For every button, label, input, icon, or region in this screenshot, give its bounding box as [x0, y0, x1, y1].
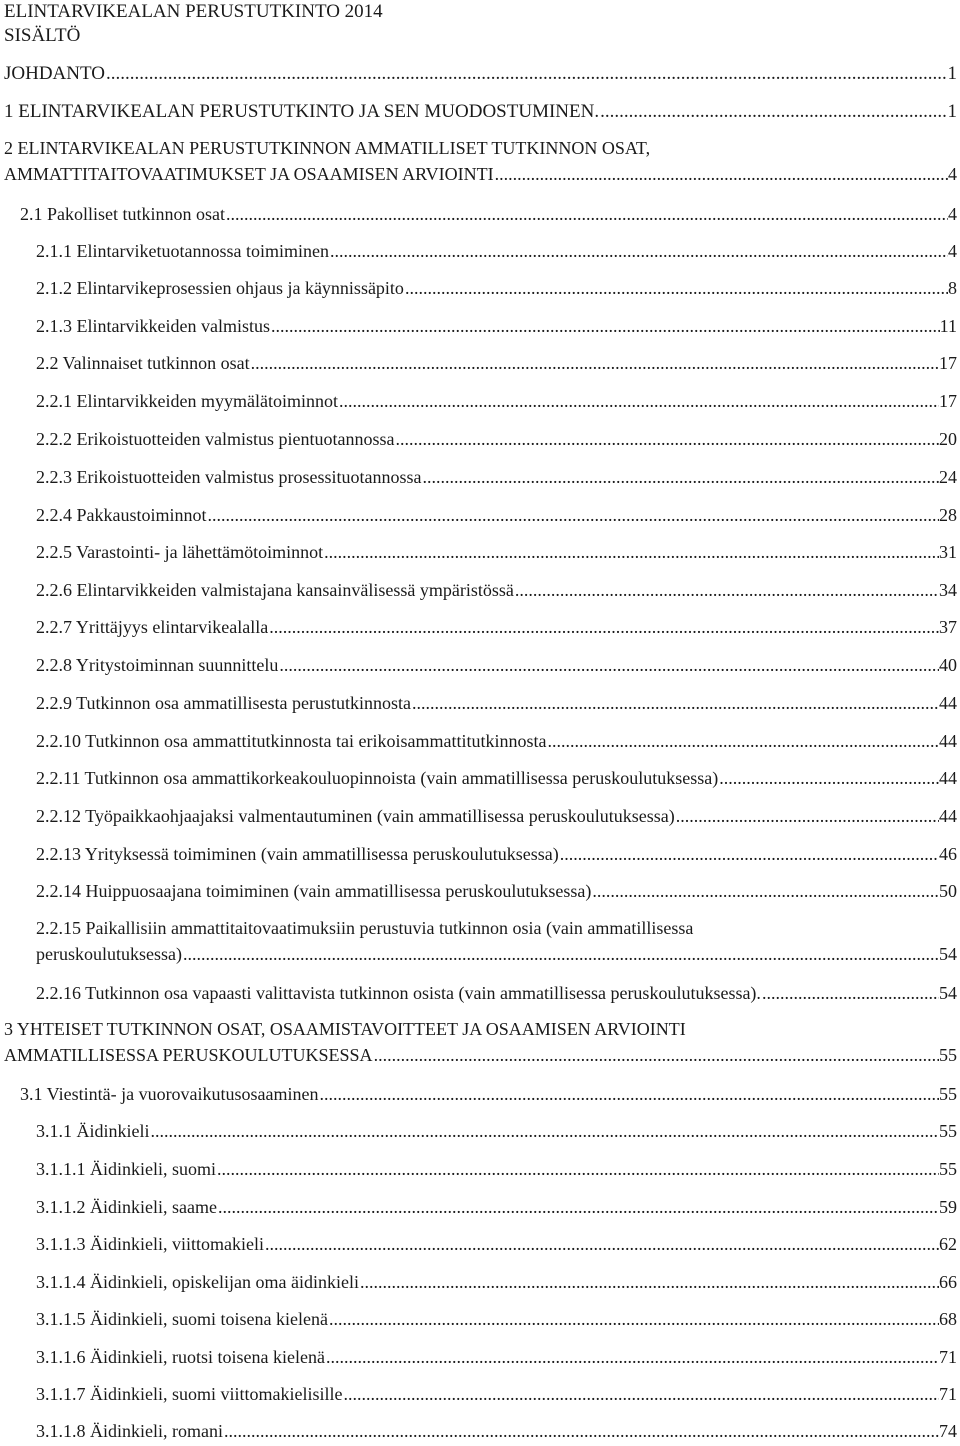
toc-entry[interactable]	[36, 1119, 957, 1143]
toc-entry-title-line2: AMMATTITAITOVAATIMUKSET JA OSAAMISEN ARVIOINTI	[4, 164, 494, 184]
toc-entry[interactable]	[36, 981, 957, 1005]
toc-entry-title: 3.1.1.4 Äidinkieli, opiskelijan oma äidinkieli	[36, 1272, 359, 1292]
toc-entry[interactable]	[36, 1270, 957, 1294]
toc-entry[interactable]	[36, 1345, 957, 1369]
toc-entry[interactable]	[36, 766, 957, 790]
toc-entry[interactable]	[36, 804, 957, 828]
toc-entry[interactable]	[4, 100, 957, 124]
toc-leader	[342, 1382, 939, 1406]
toc-leader	[323, 540, 939, 564]
toc-entry[interactable]	[36, 1307, 957, 1331]
toc-page-number: 54	[939, 944, 957, 964]
toc-entry[interactable]	[4, 62, 957, 86]
toc-page-number: 44	[939, 806, 957, 826]
toc-page-number: 55	[939, 1045, 957, 1065]
toc-leader	[718, 766, 939, 790]
toc-leader	[105, 62, 948, 86]
toc-entry-title: 2.2.16 Tutkinnon osa vapaasti valittavista tutkinnon osista (vain ammatillisessa peruskoulutuksessa).	[36, 983, 761, 1003]
toc-page-number: 68	[939, 1309, 957, 1329]
toc-page-number: 44	[939, 693, 957, 713]
toc-entry[interactable]	[36, 503, 957, 527]
toc-entry-title: 3.1.1.8 Äidinkieli, romani	[36, 1421, 223, 1441]
toc-leader	[225, 202, 948, 226]
toc-leader	[264, 1232, 939, 1256]
toc-entry[interactable]	[20, 1082, 957, 1106]
toc-page-number: 59	[939, 1197, 957, 1217]
toc-leader	[268, 615, 939, 639]
toc-entry-title-line1: 3 YHTEISET TUTKINNON OSAT, OSAAMISTAVOITTEET JA OSAAMISEN ARVIOINTI	[4, 1019, 686, 1039]
toc-page-number: 50	[939, 881, 957, 901]
toc-leader	[319, 1082, 939, 1106]
toc-page-number: 17	[939, 353, 957, 373]
toc-entry-title-line1: 2.2.15 Paikallisiin ammattitaitovaatimuksiin perustuvia tutkinnon osia (vain ammatillisessa	[36, 918, 694, 938]
toc-entry-title: 2.2.6 Elintarvikkeiden valmistajana kansainvälisessä ympäristössä	[36, 580, 514, 600]
toc-entry-title-line1: 2 ELINTARVIKEALAN PERUSTUTKINNON AMMATILLISET TUTKINNON OSAT,	[4, 138, 651, 158]
toc-entry-title: 3.1.1 Äidinkieli	[36, 1121, 150, 1141]
toc-entry-title: 2.2.11 Tutkinnon osa ammattikorkeakouluopinnoista (vain ammatillisessa peruskoulutuksessa)	[36, 768, 719, 788]
toc-entry[interactable]	[36, 729, 957, 753]
toc-entry[interactable]	[36, 1157, 957, 1181]
toc-entry-title: 2.2.13 Yrityksessä toimiminen (vain ammatillisessa peruskoulutuksessa)	[36, 844, 559, 864]
toc-leader	[591, 879, 939, 903]
toc-entry-title: 2.2.5 Varastointi- ja lähettämötoiminnot	[36, 542, 324, 562]
toc-entry-title: 2.2.1 Elintarvikkeiden myymälätoiminnot	[36, 391, 338, 411]
toc-page-number: 1	[947, 101, 957, 122]
toc-entry-title: 2.2.4 Pakkaustoiminnot	[36, 505, 207, 525]
contents-heading: SISÄLTÖ	[4, 25, 81, 46]
toc-leader	[421, 465, 939, 489]
toc-entry-title: 1 ELINTARVIKEALAN PERUSTUTKINTO JA SEN MUODOSTUMINEN.	[4, 101, 600, 122]
toc-page-number: 8	[948, 278, 957, 298]
toc-entry-title: 2.2.14 Huippuosaajana toimiminen (vain ammatillisessa peruskoulutuksessa)	[36, 881, 592, 901]
toc-entry-title: 3.1.1.6 Äidinkieli, ruotsi toisena kielenä	[36, 1347, 325, 1367]
toc-page-number: 71	[939, 1347, 957, 1367]
toc-page-number: 1	[947, 63, 957, 84]
toc-entry-title: JOHDANTO	[4, 63, 105, 84]
toc-entry-title: 3.1.1.3 Äidinkieli, viittomakieli	[36, 1234, 264, 1254]
toc-leader	[514, 578, 939, 602]
toc-entry[interactable]	[36, 879, 957, 903]
toc-leader	[216, 1157, 939, 1181]
toc-page-number: 28	[939, 505, 957, 525]
toc-entry[interactable]	[36, 653, 957, 677]
toc-entry-title: 2.1 Pakolliset tutkinnon osat	[20, 204, 225, 224]
toc-page-number: 37	[939, 617, 957, 637]
toc-leader	[250, 351, 939, 375]
toc-page-number: 44	[939, 731, 957, 751]
toc-entry[interactable]	[36, 427, 957, 451]
toc-page-number: 55	[939, 1121, 957, 1141]
toc-entry[interactable]	[36, 1419, 957, 1443]
toc-page-number: 34	[939, 580, 957, 600]
toc-entry-title: 2.2.8 Yritystoiminnan suunnittelu	[36, 655, 279, 675]
toc-page-number: 62	[939, 1234, 957, 1254]
toc-leader	[546, 729, 939, 753]
toc-entry-title: 3.1.1.1 Äidinkieli, suomi	[36, 1159, 216, 1179]
toc-page-number: 71	[939, 1384, 957, 1404]
toc-page-number: 55	[939, 1159, 957, 1179]
toc-page-number: 54	[939, 983, 957, 1003]
document-title: ELINTARVIKEALAN PERUSTUTKINTO 2014	[4, 1, 383, 22]
toc-entry[interactable]	[36, 842, 957, 866]
toc-entry-title-line2: peruskoulutuksessa)	[36, 944, 182, 964]
toc-entry-title: 2.1.2 Elintarvikeprosessien ohjaus ja käynnissäpito	[36, 278, 404, 298]
toc-page-number: 31	[939, 542, 957, 562]
toc-leader	[325, 1345, 939, 1369]
toc-entry[interactable]	[36, 1195, 957, 1219]
toc-leader	[404, 276, 948, 300]
toc-entry[interactable]	[36, 1232, 957, 1256]
toc-entry-title: 3.1.1.2 Äidinkieli, saame	[36, 1197, 217, 1217]
toc-leader	[182, 941, 939, 967]
toc-entry[interactable]	[4, 1016, 957, 1068]
toc-page-number: 55	[939, 1084, 957, 1104]
toc-leader	[338, 389, 939, 413]
toc-entry[interactable]	[36, 615, 957, 639]
toc-entry-title: 2.2.10 Tutkinnon osa ammattitutkinnosta tai erikoisammattitutkinnosta	[36, 731, 547, 751]
toc-entry-title: 2.2 Valinnaiset tutkinnon osat	[36, 353, 250, 373]
toc-entry-title: 3.1 Viestintä- ja vuorovaikutusosaaminen	[20, 1084, 319, 1104]
toc-page-number: 11	[939, 316, 957, 336]
toc-entry-title: 2.2.7 Yrittäjyys elintarvikealalla	[36, 617, 269, 637]
toc-page-number: 20	[939, 429, 957, 449]
toc-leader	[411, 691, 939, 715]
toc-entry[interactable]	[36, 314, 957, 338]
toc-leader	[278, 653, 939, 677]
toc-leader	[329, 239, 948, 263]
toc-page-number: 40	[939, 655, 957, 675]
toc-entry[interactable]	[36, 351, 957, 375]
toc-leader	[359, 1270, 939, 1294]
toc-page-number: 44	[939, 768, 957, 788]
toc-page-number: 46	[939, 844, 957, 864]
toc-leader	[675, 804, 939, 828]
toc-leader	[761, 981, 939, 1005]
toc-entry[interactable]	[36, 915, 957, 967]
toc-leader	[207, 503, 940, 527]
toc-leader	[394, 427, 939, 451]
toc-entry[interactable]	[36, 691, 957, 715]
toc-entry-title: 2.1.3 Elintarvikkeiden valmistus	[36, 316, 270, 336]
toc-leader	[150, 1119, 940, 1143]
toc-leader	[373, 1042, 939, 1068]
toc-leader	[328, 1307, 939, 1331]
toc-entry-title: 2.2.12 Työpaikkaohjaajaksi valmentautuminen (vain ammatillisessa peruskoulutuksessa)	[36, 806, 675, 826]
toc-leader	[559, 842, 939, 866]
toc-entry-title: 3.1.1.7 Äidinkieli, suomi viittomakielisille	[36, 1384, 343, 1404]
toc-leader	[217, 1195, 939, 1219]
toc-entry-title: 2.2.9 Tutkinnon osa ammatillisesta perustutkinnosta	[36, 693, 411, 713]
toc-page-number: 66	[939, 1272, 957, 1292]
toc-leader	[494, 161, 948, 187]
toc-entry-title: 2.2.3 Erikoistuotteiden valmistus prosessituotannossa	[36, 467, 422, 487]
toc-entry[interactable]	[36, 389, 957, 413]
toc-leader	[223, 1419, 939, 1443]
toc-entry-title-line2: AMMATILLISESSA PERUSKOULUTUKSESSA	[4, 1045, 373, 1065]
toc-page-number: 4	[948, 204, 957, 224]
toc-entry-title: 3.1.1.5 Äidinkieli, suomi toisena kielenä	[36, 1309, 328, 1329]
toc-leader	[599, 100, 947, 124]
toc-entry[interactable]	[36, 465, 957, 489]
toc-page-number: 24	[939, 467, 957, 487]
toc-entry[interactable]	[36, 1382, 957, 1406]
toc-entry-title: 2.2.2 Erikoistuotteiden valmistus pientuotannossa	[36, 429, 395, 449]
toc-entry[interactable]	[36, 239, 957, 263]
toc-entry[interactable]	[36, 578, 957, 602]
toc-leader	[270, 314, 940, 338]
toc-page-number: 4	[948, 241, 957, 261]
toc-entry[interactable]	[36, 540, 957, 564]
toc-entry[interactable]	[4, 135, 957, 187]
toc-page-number: 17	[939, 391, 957, 411]
toc-entry[interactable]	[20, 202, 957, 226]
toc-page-number: 74	[939, 1421, 957, 1441]
toc-entry[interactable]	[36, 276, 957, 300]
toc-entry-title: 2.1.1 Elintarviketuotannossa toimiminen	[36, 241, 329, 261]
toc-page-number: 4	[948, 164, 957, 184]
